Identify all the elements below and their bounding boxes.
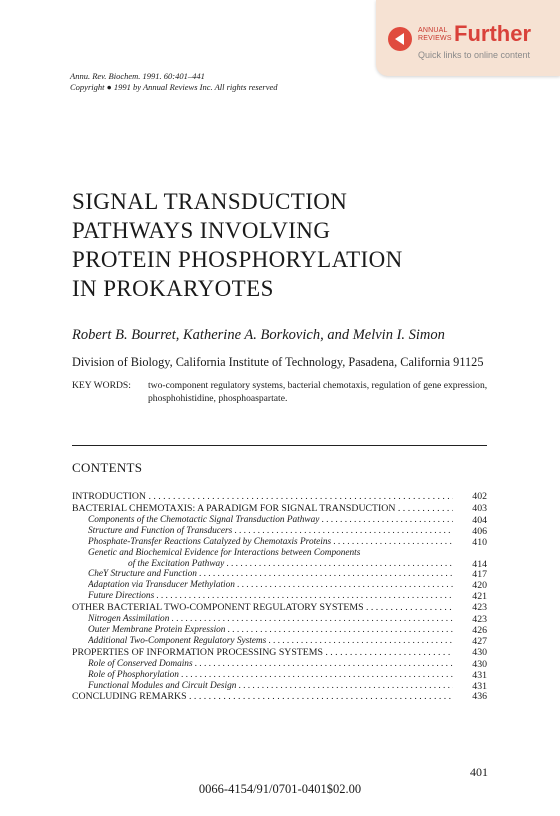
badge-brand-line1: ANNUAL [418, 27, 448, 34]
toc-entry-page: 414 [472, 558, 487, 570]
toc-entry[interactable] [72, 526, 487, 537]
toc-entry[interactable] [72, 548, 487, 559]
footer-code: 0066-4154/91/0701-0401$02.00 [198, 782, 362, 796]
article-title [72, 187, 403, 303]
toc-entry-page: 430 [472, 646, 487, 658]
toc-entry-title: Role of Conserved Domains . . . [88, 659, 453, 669]
title-line: PATHWAYS INVOLVING [72, 218, 331, 243]
toc-entry-title: Components of the Chemotactic Signal Transduction Pathway . . . [88, 515, 453, 525]
toc-entry-title: CONCLUDING REMARKS . . . [72, 691, 453, 702]
title-line: PROTEIN PHOSPHORYLATION [72, 247, 403, 272]
toc-entry-title: Phosphate-Transfer Reactions Catalyzed by Chemotaxis Proteins . . . [88, 537, 453, 547]
toc-entry-title: Additional Two-Component Regulatory Systems . . . [88, 636, 453, 646]
page-number: 401 [470, 765, 488, 779]
divider [72, 445, 487, 446]
toc-entry[interactable] [72, 670, 487, 681]
toc-entry-title: Structure and Function of Transducers . . . [88, 526, 453, 536]
toc-entry-page: 417 [472, 569, 487, 581]
toc-entry[interactable] [72, 515, 487, 526]
toc-entry-page: 404 [472, 515, 487, 526]
toc-entry-title: Adaptation via Transducer Methylation . . . [88, 580, 453, 590]
further-badge[interactable] [376, 0, 560, 76]
key-words-label: KEY WORDS: [72, 380, 131, 391]
toc-entry-page: 426 [472, 625, 487, 637]
toc-entry[interactable] [72, 569, 487, 580]
badge-brand-line2: REVIEWS [418, 35, 452, 42]
affiliation: Division of Biology, California Institute of Technology, Pasadena, California 91125 [72, 355, 484, 369]
toc-entry[interactable] [72, 614, 487, 625]
toc-entry-title: Functional Modules and Circuit Design . . . [88, 681, 453, 691]
toc-entry-title: PROPERTIES OF INFORMATION PROCESSING SYSTEMS . . . [72, 647, 453, 658]
journal-citation-block [70, 71, 278, 93]
toc-entry-page: 427 [472, 635, 487, 647]
toc-entry-title: Genetic and Biochemical Evidence for Interactions between Components [88, 547, 361, 558]
back-arrow-icon [388, 27, 412, 51]
toc-entry-page: 406 [472, 525, 487, 537]
toc-entry-title: Role of Phosphorylation . . . [88, 670, 453, 680]
toc-entry[interactable] [72, 591, 487, 602]
toc-entry-title: Future Directions . . . [88, 591, 453, 601]
toc-entry-page: 431 [472, 669, 487, 681]
toc-entry-title: OTHER BACTERIAL TWO-COMPONENT REGULATORY SYSTEMS . . . [72, 602, 453, 613]
toc-entry[interactable] [72, 625, 487, 636]
badge-brand [418, 27, 458, 43]
toc-entry-page: 421 [472, 591, 487, 603]
toc-entry[interactable] [72, 580, 487, 591]
toc-entry[interactable] [72, 647, 487, 659]
toc-entry-title: of the Excitation Pathway . . . [128, 559, 453, 569]
toc-entry-page: 403 [472, 503, 487, 514]
toc-entry-title: BACTERIAL CHEMOTAXIS: A PARADIGM FOR SIGNAL TRANSDUCTION . . . [72, 503, 453, 514]
toc-entry-page: 410 [472, 536, 487, 548]
authors: Robert B. Bourret, Katherine A. Borkovich, and Melvin I. Simon [72, 327, 445, 343]
journal-citation: Annu. Rev. Biochem. 1991. 60:401–441 [70, 71, 205, 81]
toc-entry-title: INTRODUCTION . . . [72, 491, 453, 502]
toc-entry[interactable] [72, 491, 487, 503]
toc-entry-page: 423 [472, 614, 487, 626]
copyright-line: Copyright ● 1991 by Annual Reviews Inc. All rights reserved [70, 82, 278, 92]
toc-entry-page: 431 [472, 680, 487, 692]
toc-entry-title: CheY Structure and Function . . . [88, 569, 453, 579]
badge-tagline[interactable]: Quick links to online content [418, 50, 531, 60]
toc-entry-title: Outer Membrane Protein Expression . . . [88, 625, 453, 635]
title-line: IN PROKARYOTES [72, 276, 274, 301]
toc-entry-page: 436 [472, 691, 487, 703]
toc-entry[interactable] [72, 659, 487, 670]
badge-title: Further [454, 21, 531, 46]
table-of-contents [72, 491, 487, 703]
contents-heading: CONTENTS [72, 460, 143, 475]
toc-entry[interactable] [72, 503, 487, 515]
toc-entry[interactable] [72, 537, 487, 548]
toc-entry[interactable] [72, 602, 487, 614]
toc-entry[interactable] [72, 681, 487, 692]
toc-entry[interactable] [72, 559, 487, 570]
toc-entry[interactable] [72, 691, 487, 703]
title-line: SIGNAL TRANSDUCTION [72, 189, 348, 214]
key-words-text: two-component regulatory systems, bacterial chemotaxis, regulation of gene expression, phosphohistidine, phosphoaspartate. [148, 380, 488, 404]
toc-entry-title: Nitrogen Assimilation . . . [88, 614, 453, 624]
toc-entry-page: 430 [472, 658, 487, 670]
toc-entry-page: 423 [472, 602, 487, 614]
toc-entry-page: 402 [472, 491, 487, 502]
toc-entry-page: 420 [472, 580, 487, 592]
toc-entry[interactable] [72, 636, 487, 647]
